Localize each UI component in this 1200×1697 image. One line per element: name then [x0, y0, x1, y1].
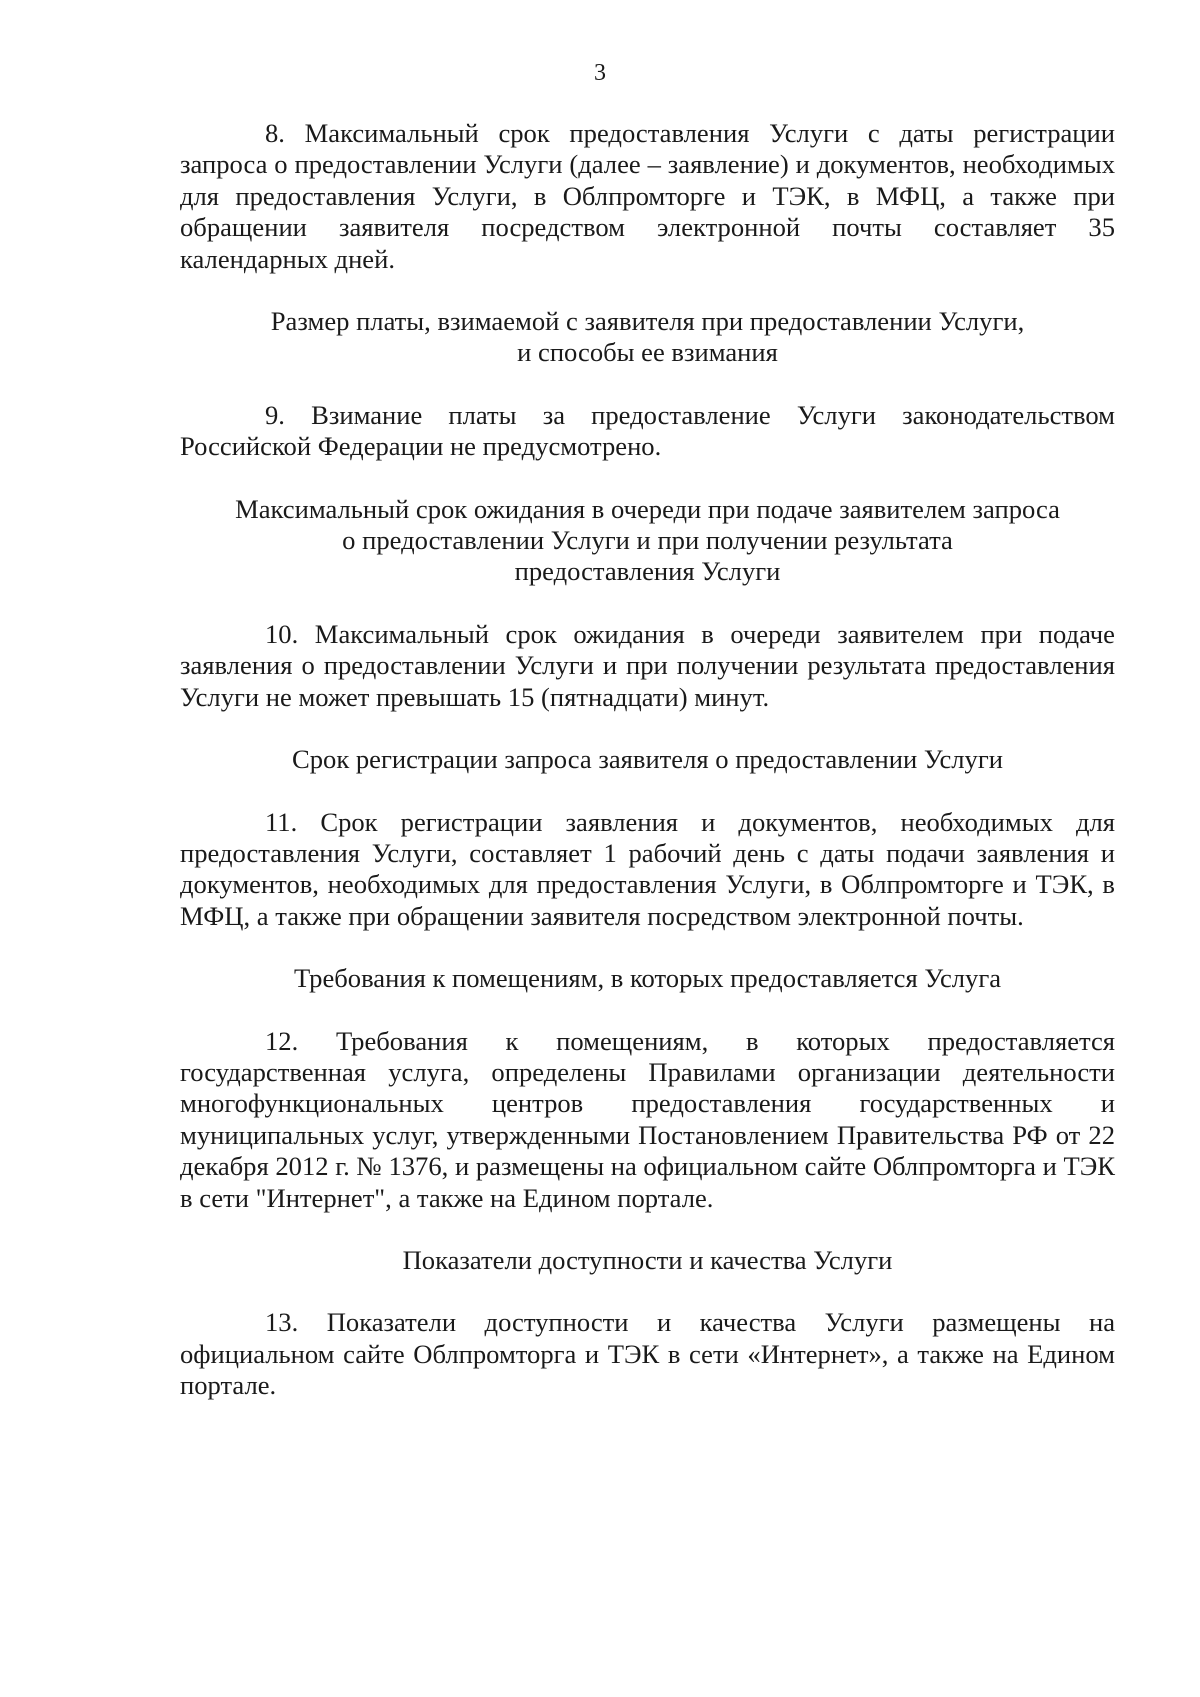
paragraph-10: 10. Максимальный срок ожидания в очереди заявителем при подаче заявления о предоставлении Услуги и при получении результата предоставления Услуги не может превышать 15 (пятнадцати) минут.	[180, 618, 1115, 712]
heading-line: Размер платы, взимаемой с заявителя при предоставлении Услуги,	[270, 306, 1025, 337]
heading-line: о предоставлении Услуги и при получении результата	[342, 525, 953, 556]
heading-line: Максимальный срок ожидания в очереди при подаче заявителем запроса	[235, 493, 1060, 524]
heading-line: предоставления Услуги	[514, 556, 781, 587]
paragraph-12: 12. Требования к помещениям, в которых предоставляется государственная услуга, определены Правилами организации деятельности многофункциональных центров предоставления государственных и муниципальных услуг, утвержденными Постановлением Правительства РФ от 22 декабря 2012 г. № 1376, и размещены на официальном сайте Облпромторга и ТЭК в сети "Интернет", а также на Едином портале.	[180, 1025, 1115, 1213]
heading-queue	[180, 494, 1115, 588]
heading-fee	[180, 306, 1115, 369]
page-number: 3	[594, 60, 606, 86]
document-body	[180, 118, 1115, 1402]
heading-quality	[180, 1245, 1115, 1276]
heading-line: Срок регистрации запроса заявителя о предоставлении Услуги	[291, 744, 1003, 775]
paragraph-13: 13. Показатели доступности и качества Услуги размещены на официальном сайте Облпромторга и ТЭК в сети «Интернет», а также на Едином портале.	[180, 1307, 1115, 1401]
paragraph-9: 9. Взимание платы за предоставление Услуги законодательством Российской Федерации не предусмотрено.	[180, 399, 1115, 462]
paragraph-11: 11. Срок регистрации заявления и документов, необходимых для предоставления Услуги, составляет 1 рабочий день с даты подачи заявления и документов, необходимых для предоставления Услуги, в Облпромторге и ТЭК, в МФЦ, а также при обращении заявителя посредством электронной почты.	[180, 806, 1115, 931]
heading-registration	[180, 744, 1115, 775]
heading-line: Показатели доступности и качества Услуги	[402, 1244, 893, 1275]
heading-premises	[180, 963, 1115, 994]
heading-line: и способы ее взимания	[517, 337, 778, 368]
heading-line: Требования к помещениям, в которых предоставляется Услуга	[293, 963, 1002, 994]
paragraph-8: 8. Максимальный срок предоставления Услуги с даты регистрации запроса о предоставлении Услуги (далее – заявление) и документов, необходимых для предоставления Услуги, в Облпромторге и ТЭК, в МФЦ, а также при обращении заявителя посредством электронной почты составляет 35 календарных дней.	[180, 118, 1115, 274]
